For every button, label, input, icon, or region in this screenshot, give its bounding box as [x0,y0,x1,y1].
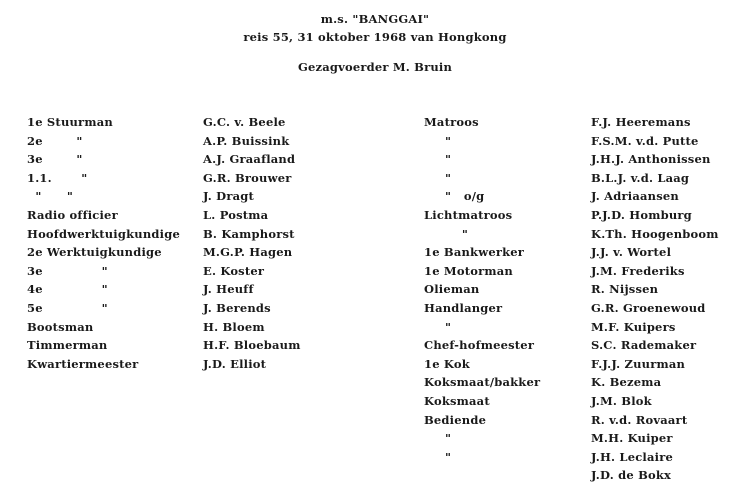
crew-name: L. Postma [203,207,269,222]
crew-name: F.J.J. Zuurman [591,356,686,371]
crew-name: J.H.J. Anthonissen [591,152,711,167]
crew-role: 2e Werktuigkundige [27,245,162,260]
crew-role: 1e Bankwerker [424,245,525,260]
left-names-column [203,113,301,373]
voyage-line: reis 55, 31 oktober 1968 van Hongkong [243,30,507,44]
crew-role: " [424,449,452,464]
crew-role: Koksmaat [424,393,490,408]
captain-line: Gezagvoerder M. Bruin [297,60,453,74]
crew-role: Matroos [424,115,479,129]
crew-name: P.J.D. Homburg [591,207,692,222]
crew-role: 5e " [27,300,108,315]
crew-name: G.R. Brouwer [203,170,292,185]
crew-name: H.F. Bloebaum [203,338,301,353]
crew-name: M.G.P. Hagen [203,245,293,260]
crew-name: J.D. Elliot [203,356,267,371]
crew-role: Bediende [424,412,487,427]
right-roles-column [424,113,540,466]
crew-name: G.C. v. Beele [203,115,286,129]
crew-role: 1e Motorman [424,263,513,278]
crew-role: " " [27,189,74,204]
crew-role: " [424,133,452,148]
crew-role: 2e " [27,133,83,148]
crew-name: J.M. Frederiks [591,263,685,278]
crew-name: M.F. Kuipers [591,319,676,334]
crew-role: Radio officier [27,207,118,222]
crew-name: G.R. Groenewoud [591,300,706,315]
crew-role: Hoofdwerktuigkundige [27,226,180,241]
crew-name: J. Dragt [203,189,254,204]
crew-role: " [424,226,469,241]
crew-role: Chef-hofmeester [424,338,535,353]
crew-role: Timmerman [27,338,108,353]
crew-name: J. Heuff [203,282,254,297]
left-roles-column [27,113,180,373]
crew-role: " o/g [424,189,485,204]
crew-name: F.J. Heeremans [591,115,691,129]
crew-name: R. Nijssen [591,282,659,297]
crew-role: " [424,152,452,167]
crew-role: 3e " [27,152,83,167]
crew-role: 4e " [27,282,108,297]
crew-role: " [424,431,452,446]
crew-name: B. Kamphorst [203,226,295,241]
crew-name: M.H. Kuiper [591,431,673,446]
crew-role: Bootsman [27,319,94,334]
crew-role: Kwartiermeester [27,356,139,371]
crew-role: " [424,170,452,185]
crew-role: 1.1. " [27,170,88,185]
right-names-column [591,113,719,485]
crew-role: " [424,319,452,334]
crew-name: F.S.M. v.d. Putte [591,133,699,148]
crew-role: 3e " [27,263,108,278]
crew-name: R. v.d. Rovaart [591,412,688,427]
ship-name: m.s. "BANGGAI" [320,12,430,26]
crew-name: H. Bloem [203,319,265,334]
crew-name: J. Berends [203,300,271,315]
crew-name: E. Koster [203,263,265,278]
crew-name: K. Bezema [591,375,662,390]
crew-name: J. Adriaansen [591,189,679,204]
crew-role: 1e Stuurman [27,115,113,129]
crew-name: A.P. Buissink [203,133,290,148]
crew-name: J.H. Leclaire [591,449,673,464]
crew-name: J.M. Blok [591,393,652,408]
crew-name: K.Th. Hoogenboom [591,226,719,241]
crew-role: Olieman [424,282,480,297]
crew-name: S.C. Rademaker [591,338,697,353]
crew-name: J.D. de Bokx [591,468,672,483]
crew-role: Koksmaat/bakker [424,375,541,390]
crew-role: Handlanger [424,300,503,315]
crew-role: 1e Kok [424,356,470,371]
crew-name: J.J. v. Wortel [591,245,672,260]
crew-role: Lichtmatroos [424,207,513,222]
crew-name: B.L.J. v.d. Laag [591,170,690,185]
crew-name: A.J. Graafland [203,152,296,167]
